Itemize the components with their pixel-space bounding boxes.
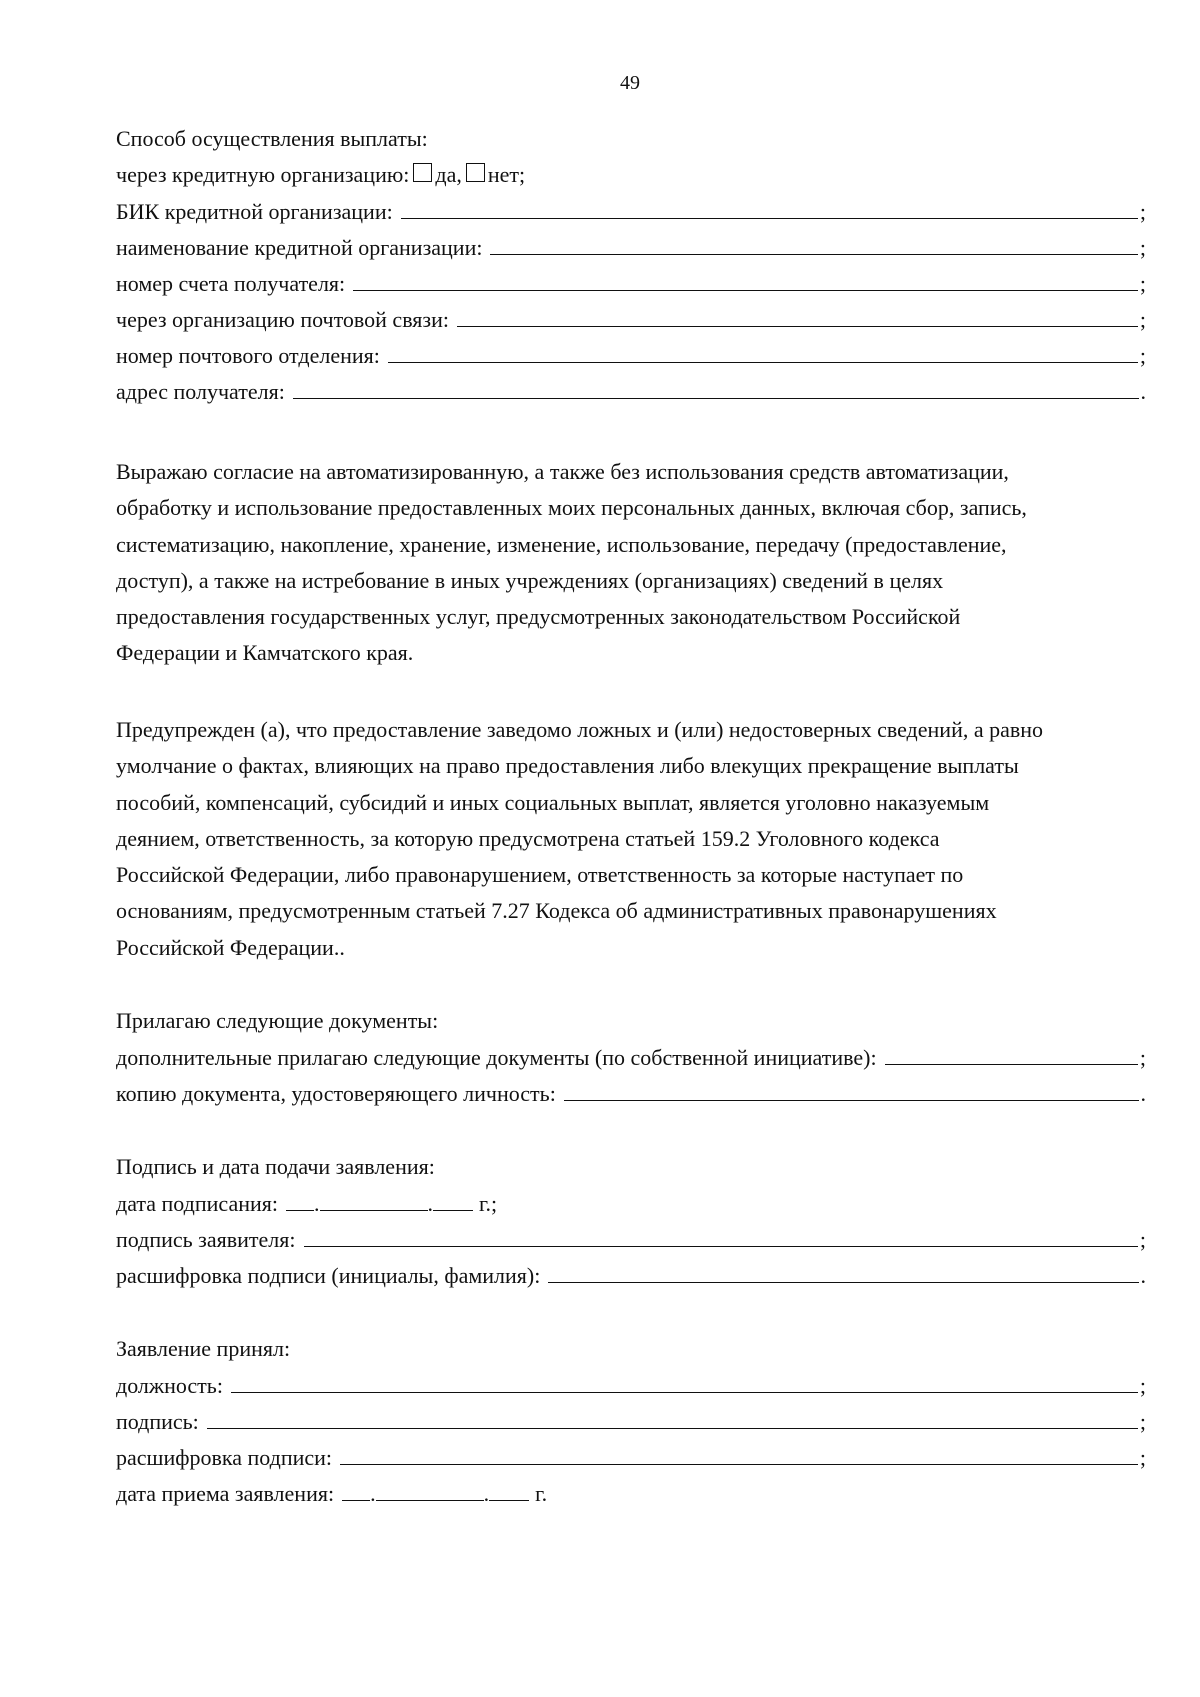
applicant-signature-row: подпись заявителя: ; — [116, 1227, 1146, 1252]
consent-paragraph: Выражаю согласие на автоматизированную, а также без использования средств автоматизации, обработку и использование предоставленных моих персональных данных, включая сбор, запись, систематизацию, накопление, хранение, изменение, использование, передачу (предоставление, доступ), а также на истребование в иных учреждениях (организациях) сведений в целях предоставления государственных услуг, предусмотренных законодательством Российской Федерации и Камчатского края. — [116, 459, 1027, 666]
account-number-row: номер счета получателя: ; — [116, 271, 1146, 296]
signature-heading: Подпись и дата подачи заявления: — [116, 1154, 435, 1179]
accepted-heading: Заявление принял: — [116, 1336, 291, 1361]
id-copy-field[interactable] — [564, 1080, 1139, 1101]
post-office-row: номер почтового отделения: ; — [116, 343, 1146, 368]
yes-checkbox[interactable] — [413, 163, 432, 182]
warning-paragraph: Предупрежден (а), что предоставление заведомо ложных и (или) недостоверных сведений, а равно умолчание о фактах, влияющих на право предоставления либо влекущих прекращение выплаты пособий, компенсаций, субсидий и иных социальных выплат, является уголовно наказуемым деянием, ответственность, за которую предусмотрена статьей 159.2 Уголовного кодекса Российской Федерации, либо правонарушением, ответственность за которые наступает по основаниям, предусмотренным статьей 7.27 Кодекса об административных правонарушениях Российской Федерации.. — [116, 717, 1044, 960]
position-row: должность: ; — [116, 1373, 1146, 1398]
post-org-field[interactable] — [457, 306, 1138, 327]
acceptance-date-row: дата приема заявления: . . г. — [116, 1481, 548, 1506]
bik-row: БИК кредитной организации: ; — [116, 199, 1146, 224]
account-number-field[interactable] — [353, 270, 1138, 291]
id-copy-row: копию документа, удостоверяющего личность: . — [116, 1081, 1146, 1106]
address-row: адрес получателя: . — [116, 379, 1146, 404]
bik-field[interactable] — [401, 198, 1138, 219]
page-number: 49 — [620, 72, 640, 94]
additional-docs-field[interactable] — [885, 1044, 1138, 1065]
day-field[interactable] — [286, 1190, 314, 1211]
post-office-field[interactable] — [388, 342, 1138, 363]
additional-docs-row: дополнительные прилагаю следующие документы (по собственной инициативе): ; — [116, 1045, 1146, 1070]
attachments-heading: Прилагаю следующие документы: — [116, 1008, 439, 1033]
post-org-row: через организацию почтовой связи: ; — [116, 307, 1146, 332]
accepted-decode-row: расшифровка подписи: ; — [116, 1445, 1146, 1470]
month-field[interactable] — [320, 1190, 428, 1211]
accept-day-field[interactable] — [342, 1480, 370, 1501]
accepted-decode-field[interactable] — [340, 1444, 1138, 1465]
accept-month-field[interactable] — [376, 1480, 484, 1501]
payment-heading: Способ осуществления выплаты: — [116, 126, 428, 151]
year-field[interactable] — [433, 1190, 473, 1211]
bank-name-field[interactable] — [490, 234, 1137, 255]
bank-name-row: наименование кредитной организации: ; — [116, 235, 1146, 260]
accepted-signature-field[interactable] — [207, 1408, 1138, 1429]
credit-org-choice-row: через кредитную организацию: да, нет; — [116, 162, 526, 187]
signing-date-row: дата подписания: . . г.; — [116, 1191, 498, 1216]
accepted-signature-row: подпись: ; — [116, 1409, 1146, 1434]
position-field[interactable] — [231, 1372, 1138, 1393]
address-field[interactable] — [293, 378, 1139, 399]
accept-year-field[interactable] — [489, 1480, 529, 1501]
signature-decode-row: расшифровка подписи (инициалы, фамилия): . — [116, 1263, 1146, 1288]
no-checkbox[interactable] — [466, 163, 485, 182]
applicant-signature-field[interactable] — [304, 1226, 1138, 1247]
signature-decode-field[interactable] — [548, 1262, 1138, 1283]
